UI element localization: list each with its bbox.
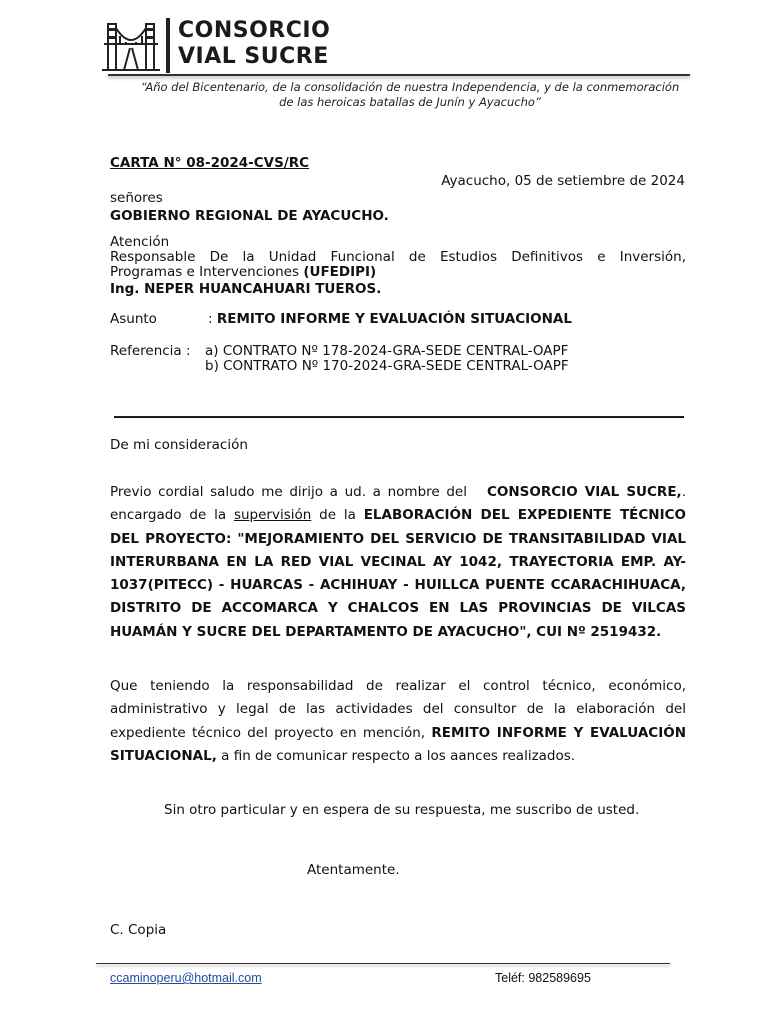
attention-unit-code: (UFEDIPI)	[303, 264, 377, 280]
p2-text-a: Que teniendo la responsabilidad de realizar el control técnico, económico, administrativo y legal de las actividades del consultor de la elaboración del expediente técnico del proyecto en mención,	[110, 678, 686, 741]
p1-project-title: ELABORACIÓN DEL EXPEDIENTE TÉCNICO DEL PROYECTO: "MEJORAMIENTO DEL SERVICIO DE TRANSITABILIDAD VIAL INTERURBANA EN LA RED VIAL VECINAL AY 1042, TRAYECTORIA EMP. AY-1037(PITECC) - HUARCAS - ACHIHUAY - HUILLCA PUENTE CCARACHIHUACA, DISTRITO DE ACCOMARCA Y CHALCOS EN LAS PROVINCIAS DE VILCAS HUAMÁN Y SUCRE DEL DEPARTAMENTO DE AYACUCHO", CUI Nº 2519432.	[110, 507, 686, 640]
p1-text-c: . encargado de la	[110, 484, 686, 524]
separator-rule	[114, 416, 684, 418]
p2-subject: REMITO INFORME Y EVALUACIÓN SITUACIONAL,	[110, 724, 686, 764]
reference-label: Referencia :	[110, 343, 191, 359]
subject-label: Asunto	[110, 311, 157, 327]
p1-text-a: Previo cordial saludo me dirijo a ud. a nombre del	[110, 484, 474, 500]
subject-text: REMITO INFORME Y EVALUACIÓN SITUACIONAL	[216, 311, 572, 327]
subject-row	[110, 312, 686, 327]
attention-line2-text: Programas e Intervenciones	[110, 264, 304, 280]
footer-rule	[96, 963, 670, 964]
p1-text-e: de la	[311, 507, 364, 524]
year-motto	[130, 80, 690, 110]
p1-supervision: supervisión	[233, 507, 312, 524]
farewell: Atentamente.	[307, 862, 400, 878]
subject-colon: :	[208, 311, 217, 327]
attention-line2	[110, 265, 686, 280]
p2-text-c: a fin de comunicar respecto a los aances realizados.	[216, 747, 576, 764]
paragraph-1	[110, 481, 686, 644]
p1-company: CONSORCIO VIAL SUCRE,	[486, 484, 682, 500]
letter-reference-code: CARTA N° 08-2024-CVS/RC	[110, 155, 310, 171]
place-date: Ayacucho, 05 de setiembre de 2024	[441, 173, 685, 189]
copy-label: C. Copia	[110, 922, 167, 938]
attention-label: Atención	[110, 234, 170, 250]
logo-divider	[166, 18, 170, 73]
salutation: señores	[110, 190, 163, 206]
motto-line1: “Año del Bicentenario, de la consolidación de nuestra Independencia, y de la conmemoración	[140, 80, 680, 94]
company-name-line1: CONSORCIO	[178, 18, 331, 43]
company-name-line2: VIAL SUCRE	[178, 44, 329, 69]
header-rule	[108, 74, 690, 76]
reference-b: b) CONTRATO Nº 170-2024-GRA-SEDE CENTRAL-OAPF	[205, 358, 569, 374]
greeting: De mi consideración	[110, 437, 248, 453]
phone-number: Teléf: 982589695	[495, 971, 591, 985]
bridge-logo-icon	[102, 18, 160, 72]
closing-line: Sin otro particular y en espera de su respuesta, me suscribo de usted.	[164, 802, 640, 818]
attention-person: Ing. NEPER HUANCAHUARI TUEROS.	[110, 281, 382, 297]
attention-line1: Responsable De la Unidad Funcional de Estudios Definitivos e Inversión,	[110, 249, 686, 265]
recipient: GOBIERNO REGIONAL DE AYACUCHO.	[110, 208, 389, 224]
reference-row-a	[110, 344, 686, 359]
reference-a: a) CONTRATO Nº 178-2024-GRA-SEDE CENTRAL-OAPF	[205, 343, 569, 359]
email-link[interactable]: ccaminoperu@hotmail.com	[110, 971, 262, 985]
motto-line2: de las heroicas batallas de Junín y Ayacucho”	[279, 95, 541, 109]
paragraph-2	[110, 675, 686, 768]
company-logo-text	[178, 18, 330, 70]
